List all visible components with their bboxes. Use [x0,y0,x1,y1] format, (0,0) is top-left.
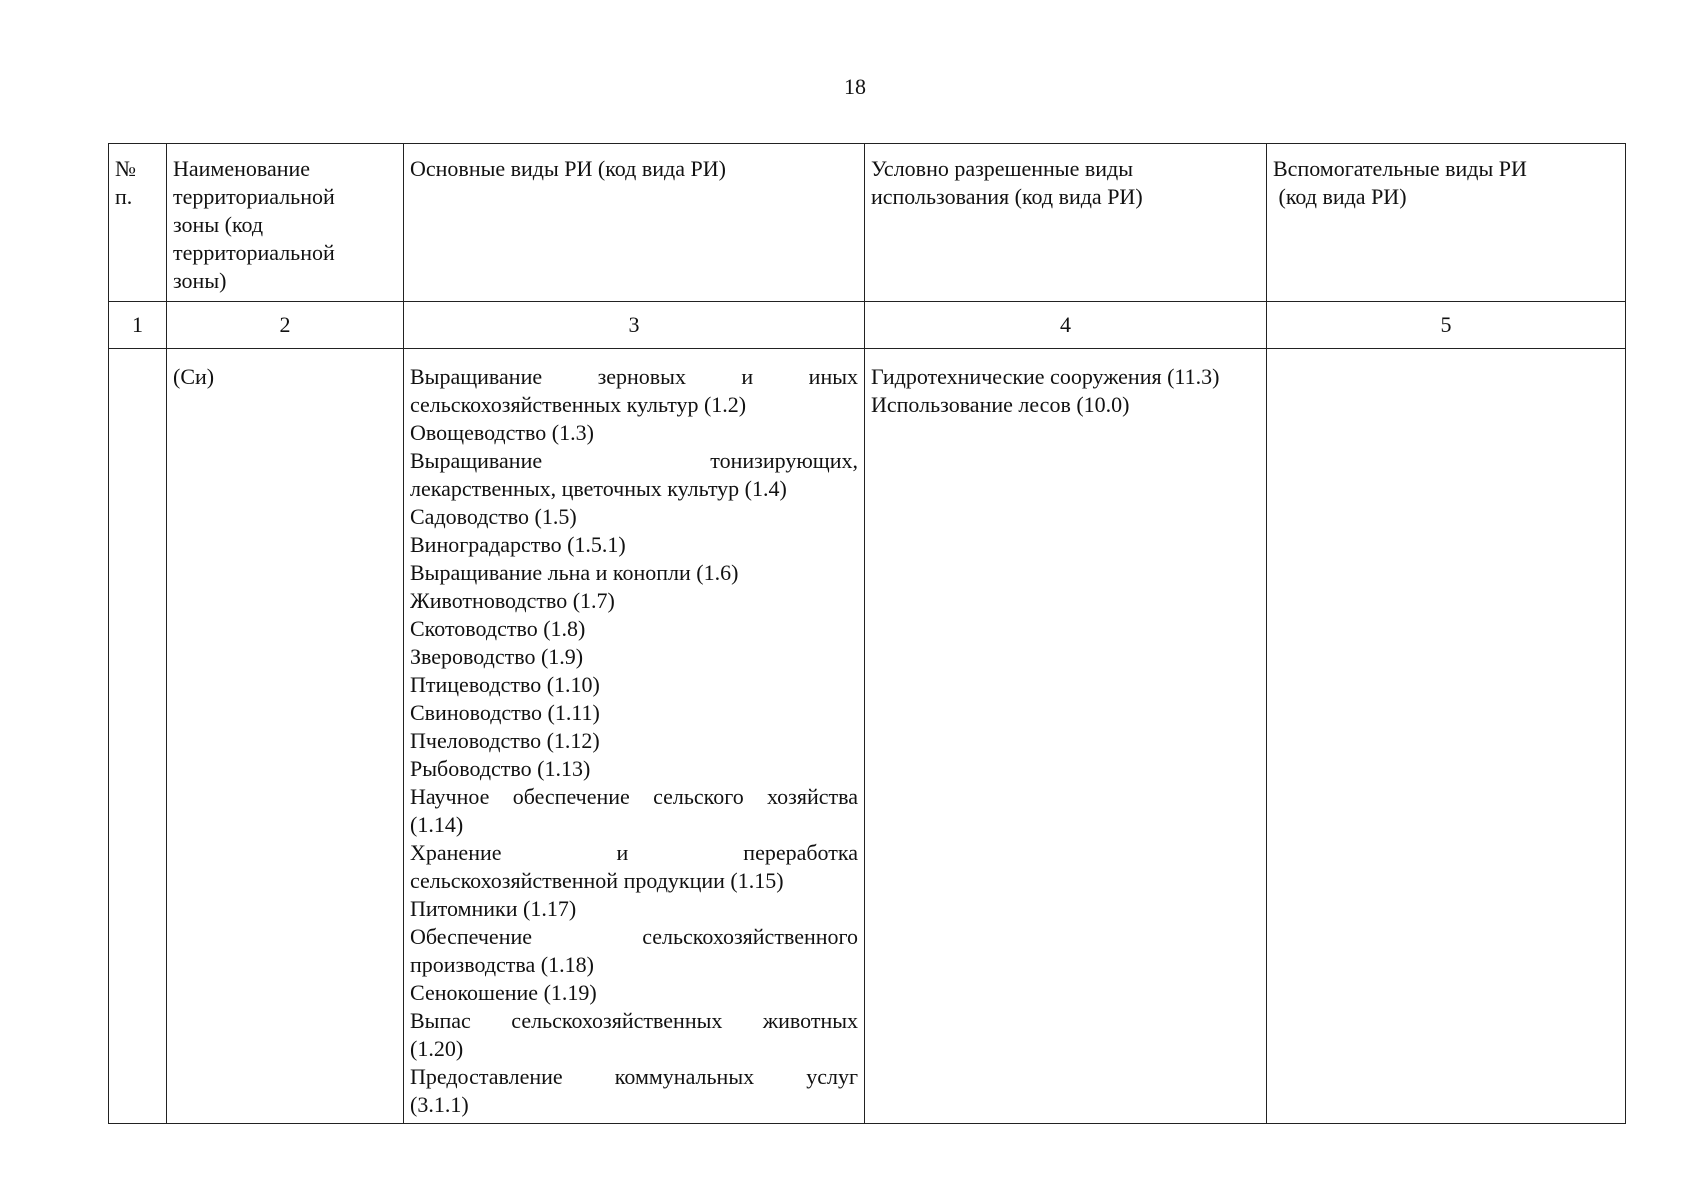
main-use-item [410,727,858,755]
main-use-line: производства (1.18) [410,952,594,977]
main-use-line: Предоставление коммунальных услуг [410,1064,858,1089]
main-use-line: (1.14) [410,812,464,837]
main-use-line: Скотоводство (1.8) [410,616,586,641]
main-use-line: Садоводство (1.5) [410,504,577,529]
conditional-use-item: Использование лесов (10.0) [871,392,1130,417]
main-use-line: Сенокошение (1.19) [410,980,597,1005]
main-use-item [410,447,858,503]
main-use-line: Выращивание льна и конопли (1.6) [410,560,739,585]
header-cell-main-uses: Основные виды РИ (код вида РИ) [404,144,865,302]
main-use-item [410,363,858,419]
column-number: 2 [167,302,404,349]
main-use-item [410,1007,858,1063]
main-use-item [410,783,858,839]
main-use-line: Свиноводство (1.11) [410,700,600,725]
main-use-item [410,755,858,783]
main-uses-cell [404,349,865,1124]
zone-code-cell: (Си) [167,349,404,1124]
main-use-item [410,671,858,699]
table-row [109,349,1626,1124]
main-use-item [410,587,858,615]
main-use-item [410,615,858,643]
main-use-line: Научное обеспечение сельского хозяйства [410,784,858,809]
main-use-line: Выращивание зерновых и иных [410,364,858,389]
column-number-row [109,302,1626,349]
main-use-item [410,643,858,671]
main-use-line: лекарственных, цветочных культур (1.4) [410,476,787,501]
main-use-line: Обеспечение сельскохозяйственного [410,924,858,949]
table-header-row [109,144,1626,302]
main-use-item [410,503,858,531]
row-number-cell [109,349,167,1124]
main-use-item [410,1063,858,1119]
main-use-line: Овощеводство (1.3) [410,420,594,445]
main-use-line: Звероводство (1.9) [410,644,584,669]
header-cell-number: № п. [109,144,167,302]
main-use-item [410,923,858,979]
main-use-item [410,531,858,559]
conditional-use-item: Гидротехнические сооружения (11.3) [871,364,1220,389]
main-use-item [410,979,858,1007]
main-use-line: Виноградарство (1.5.1) [410,532,626,557]
column-number: 4 [865,302,1267,349]
main-use-line: Хранение и переработка [410,840,858,865]
main-use-item [410,559,858,587]
main-use-line: Животноводство (1.7) [410,588,615,613]
main-use-item [410,419,858,447]
main-use-line: Выращивание тонизирующих, [410,448,858,473]
main-use-line: сельскохозяйственной продукции (1.15) [410,868,784,893]
main-use-line: (1.20) [410,1036,464,1061]
header-cell-auxiliary-uses: Вспомогательные виды РИ (код вида РИ) [1267,144,1626,302]
main-use-item [410,699,858,727]
main-use-line: Птицеводство (1.10) [410,672,600,697]
page-number: 18 [844,74,866,99]
header-cell-zone-name: Наименование территориальной зоны (код территориальной зоны) [167,144,404,302]
column-number: 3 [404,302,865,349]
column-number: 1 [109,302,167,349]
conditional-uses-cell [865,349,1267,1124]
main-use-line: сельскохозяйственных культур (1.2) [410,392,747,417]
column-number: 5 [1267,302,1626,349]
main-use-line: Питомники (1.17) [410,896,577,921]
main-use-line: Рыбоводство (1.13) [410,756,591,781]
main-use-item [410,839,858,895]
auxiliary-uses-cell [1267,349,1626,1124]
main-use-item [410,895,858,923]
main-use-line: Пчеловодство (1.12) [410,728,600,753]
zoning-table [108,143,1626,1124]
main-use-line: (3.1.1) [410,1092,469,1117]
header-cell-conditional-uses: Условно разрешенные виды использования (код вида РИ) [865,144,1267,302]
main-use-line: Выпас сельскохозяйственных животных [410,1008,858,1033]
